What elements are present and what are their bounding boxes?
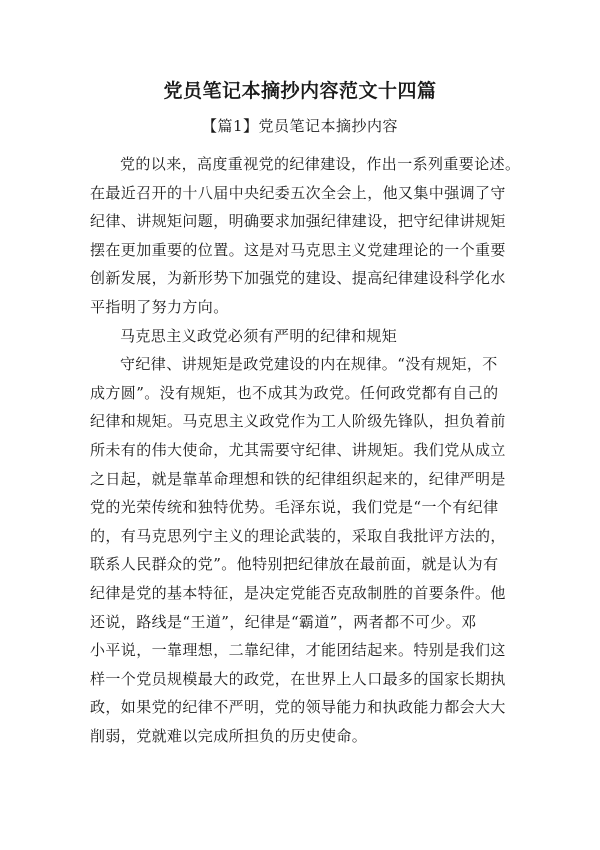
paragraph-line: 党的以来，高度重视党的纪律建设，作出一系列重要论述。 bbox=[120, 155, 521, 173]
paragraph-line: 纪律是党的基本特征，是决定党能否克敌制胜的首要条件。他 bbox=[90, 583, 506, 602]
paragraph-line: 平指明了努力方向。 bbox=[90, 297, 229, 316]
paragraph-line: 党的光荣传统和独特优势。毛泽东说，我们党是“一个有纪律 bbox=[90, 498, 499, 517]
document-title: 党员笔记本摘抄内容范文十四篇 bbox=[163, 80, 437, 102]
paragraph-line: 样一个党员规模最大的政党，在世界上人口最多的国家长期执 bbox=[90, 669, 506, 688]
paragraph-line: 的，有马克思列宁主义的理论武装的，采取自我批评方法的， bbox=[90, 526, 506, 545]
paragraph-line: 纪律、讲规矩问题，明确要求加强纪律建设，把守纪律讲规矩 bbox=[90, 212, 506, 231]
paragraph-line: 守纪律、讲规矩是政党建设的内在规律。“没有规矩，不 bbox=[120, 355, 498, 374]
paragraph-line: 创新发展，为新形势下加强党的建设、提高纪律建设科学化水 bbox=[90, 269, 506, 288]
paragraph-1 bbox=[90, 150, 520, 322]
paragraph-line: 摆在更加重要的位置。这是对马克思主义党建理论的一个重要 bbox=[90, 240, 506, 259]
paragraph-line: 在最近召开的十八届中央纪委五次全会上，他又集中强调了守 bbox=[90, 183, 506, 202]
paragraph-2 bbox=[90, 350, 520, 750]
document-body bbox=[90, 150, 520, 750]
paragraph-line: 成方圆”。没有规矩，也不成其为政党。任何政党都有自己的 bbox=[90, 383, 499, 402]
paragraph-line: 之日起，就是靠革命理想和铁的纪律组织起来的，纪律严明是 bbox=[90, 469, 506, 488]
paragraph-line: 纪律和规矩。马克思主义政党作为工人阶级先锋队，担负着前 bbox=[90, 412, 506, 431]
section-heading: 马克思主义政党必须有严明的纪律和规矩 bbox=[120, 326, 398, 345]
paragraph-line: 小平说，一靠理想，二靠纪律，才能团结起来。特别是我们这 bbox=[90, 641, 506, 660]
paragraph-line: 所未有的伟大使命，尤其需要守纪律、讲规矩。我们党从成立 bbox=[90, 440, 506, 459]
paragraph-line: 联系人民群众的党”。他特别把纪律放在最前面，就是认为有 bbox=[90, 555, 499, 574]
paragraph-line: 还说，路线是“王道”，纪律是“霸道”，两者都不可少。邓 bbox=[90, 612, 477, 631]
paragraph-line: 政，如果党的纪律不严明，党的领导能力和执政能力都会大大 bbox=[90, 698, 506, 717]
section-subtitle: 【篇1】党员笔记本摘抄内容 bbox=[201, 117, 399, 135]
paragraph-line: 削弱，党就难以完成所担负的历史使命。 bbox=[90, 726, 368, 745]
